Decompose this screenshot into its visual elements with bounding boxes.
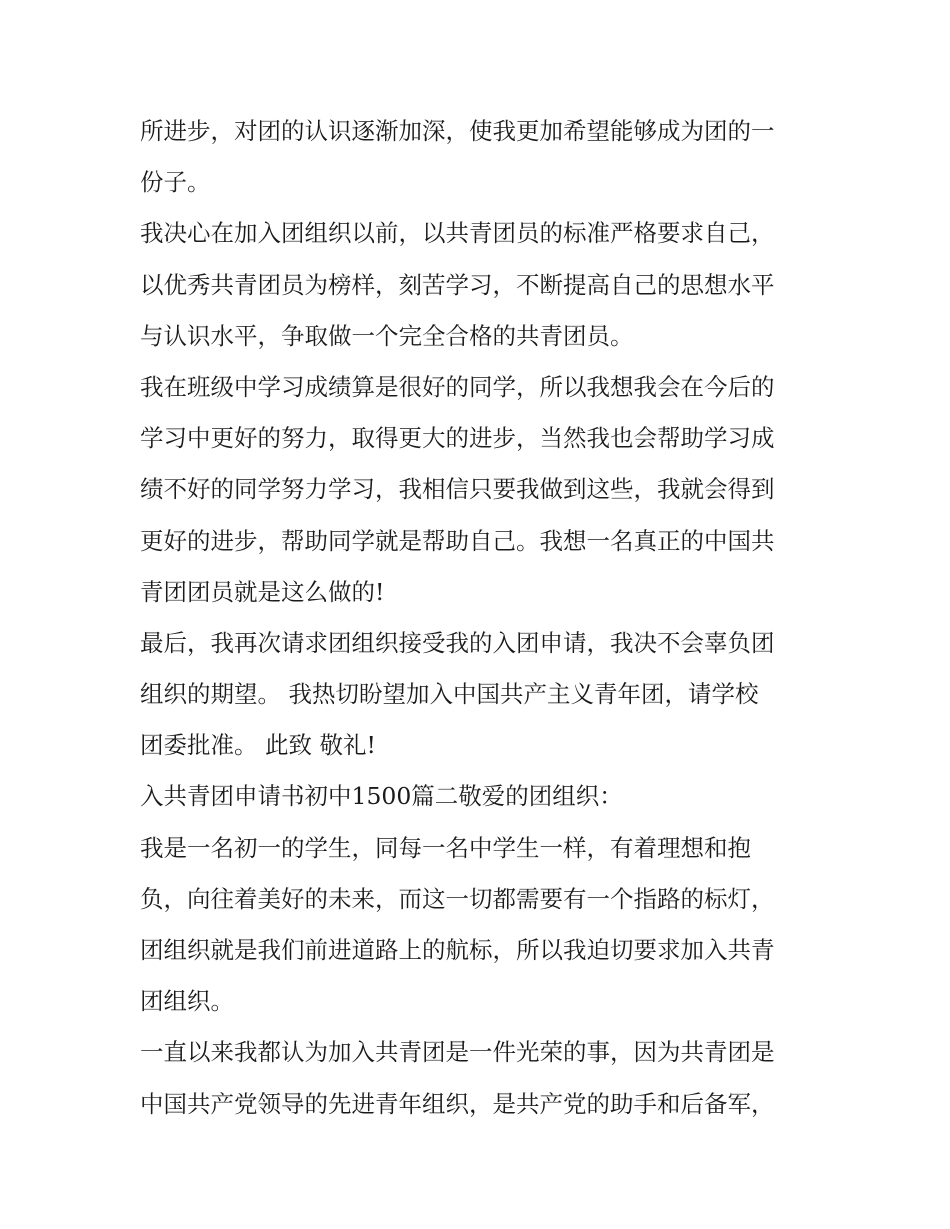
text-line: 团组织就是我们前进道路上的航标，所以我迫切要求加入共青 — [140, 936, 775, 964]
text-line: 我决心在加入团组织以前，以共青团员的标准严格要求自己， — [140, 219, 775, 248]
section-heading: 入共青团申请书初中1500篇二敬爱的团组织： — [140, 782, 623, 811]
text-line: 与认识水平，争取做一个完全合格的共青团员。 — [140, 321, 634, 350]
text-line: 份子。 — [140, 168, 211, 197]
text-line: 我是一名初一的学生，同每一名中学生一样，有着理想和抱 — [140, 833, 751, 862]
text-line: 组织的期望。 我热切盼望加入中国共产主义青年团，请学校 — [140, 680, 759, 709]
text-line: 所进步，对团的认识逐渐加深，使我更加希望能够成为团的一 — [140, 117, 775, 145]
text-line: 最后，我再次请求团组织接受我的入团申请，我决不会辜负团 — [140, 628, 775, 657]
text-line: 绩不好的同学努力学习，我相信只要我做到这些，我就会得到 — [140, 475, 775, 504]
text-line: 以优秀共青团员为榜样，刻苦学习，不断提高自己的思想水平 — [140, 270, 775, 299]
text-line: 学习中更好的努力，取得更大的进步，当然我也会帮助学习成 — [140, 424, 775, 453]
text-line: 团委批准。 此致 敬礼! — [140, 731, 376, 760]
text-line: 一直以来我都认为加入共青团是一件光荣的事，因为共青团是 — [140, 1038, 775, 1067]
text-line: 青团团员就是这么做的! — [140, 577, 385, 606]
text-line: 负，向往着美好的未来，而这一切都需要有一个指路的标灯， — [140, 884, 775, 913]
text-line: 我在班级中学习成绩算是很好的同学，所以我想我会在今后的 — [140, 372, 775, 401]
text-line: 更好的进步，帮助同学就是帮助自己。我想一名真正的中国共 — [140, 526, 775, 555]
document-body — [140, 106, 820, 1130]
text-line: 团组织。 — [140, 987, 234, 1016]
text-line: 中国共产党领导的先进青年组织，是共产党的助手和后备军， — [140, 1089, 775, 1118]
